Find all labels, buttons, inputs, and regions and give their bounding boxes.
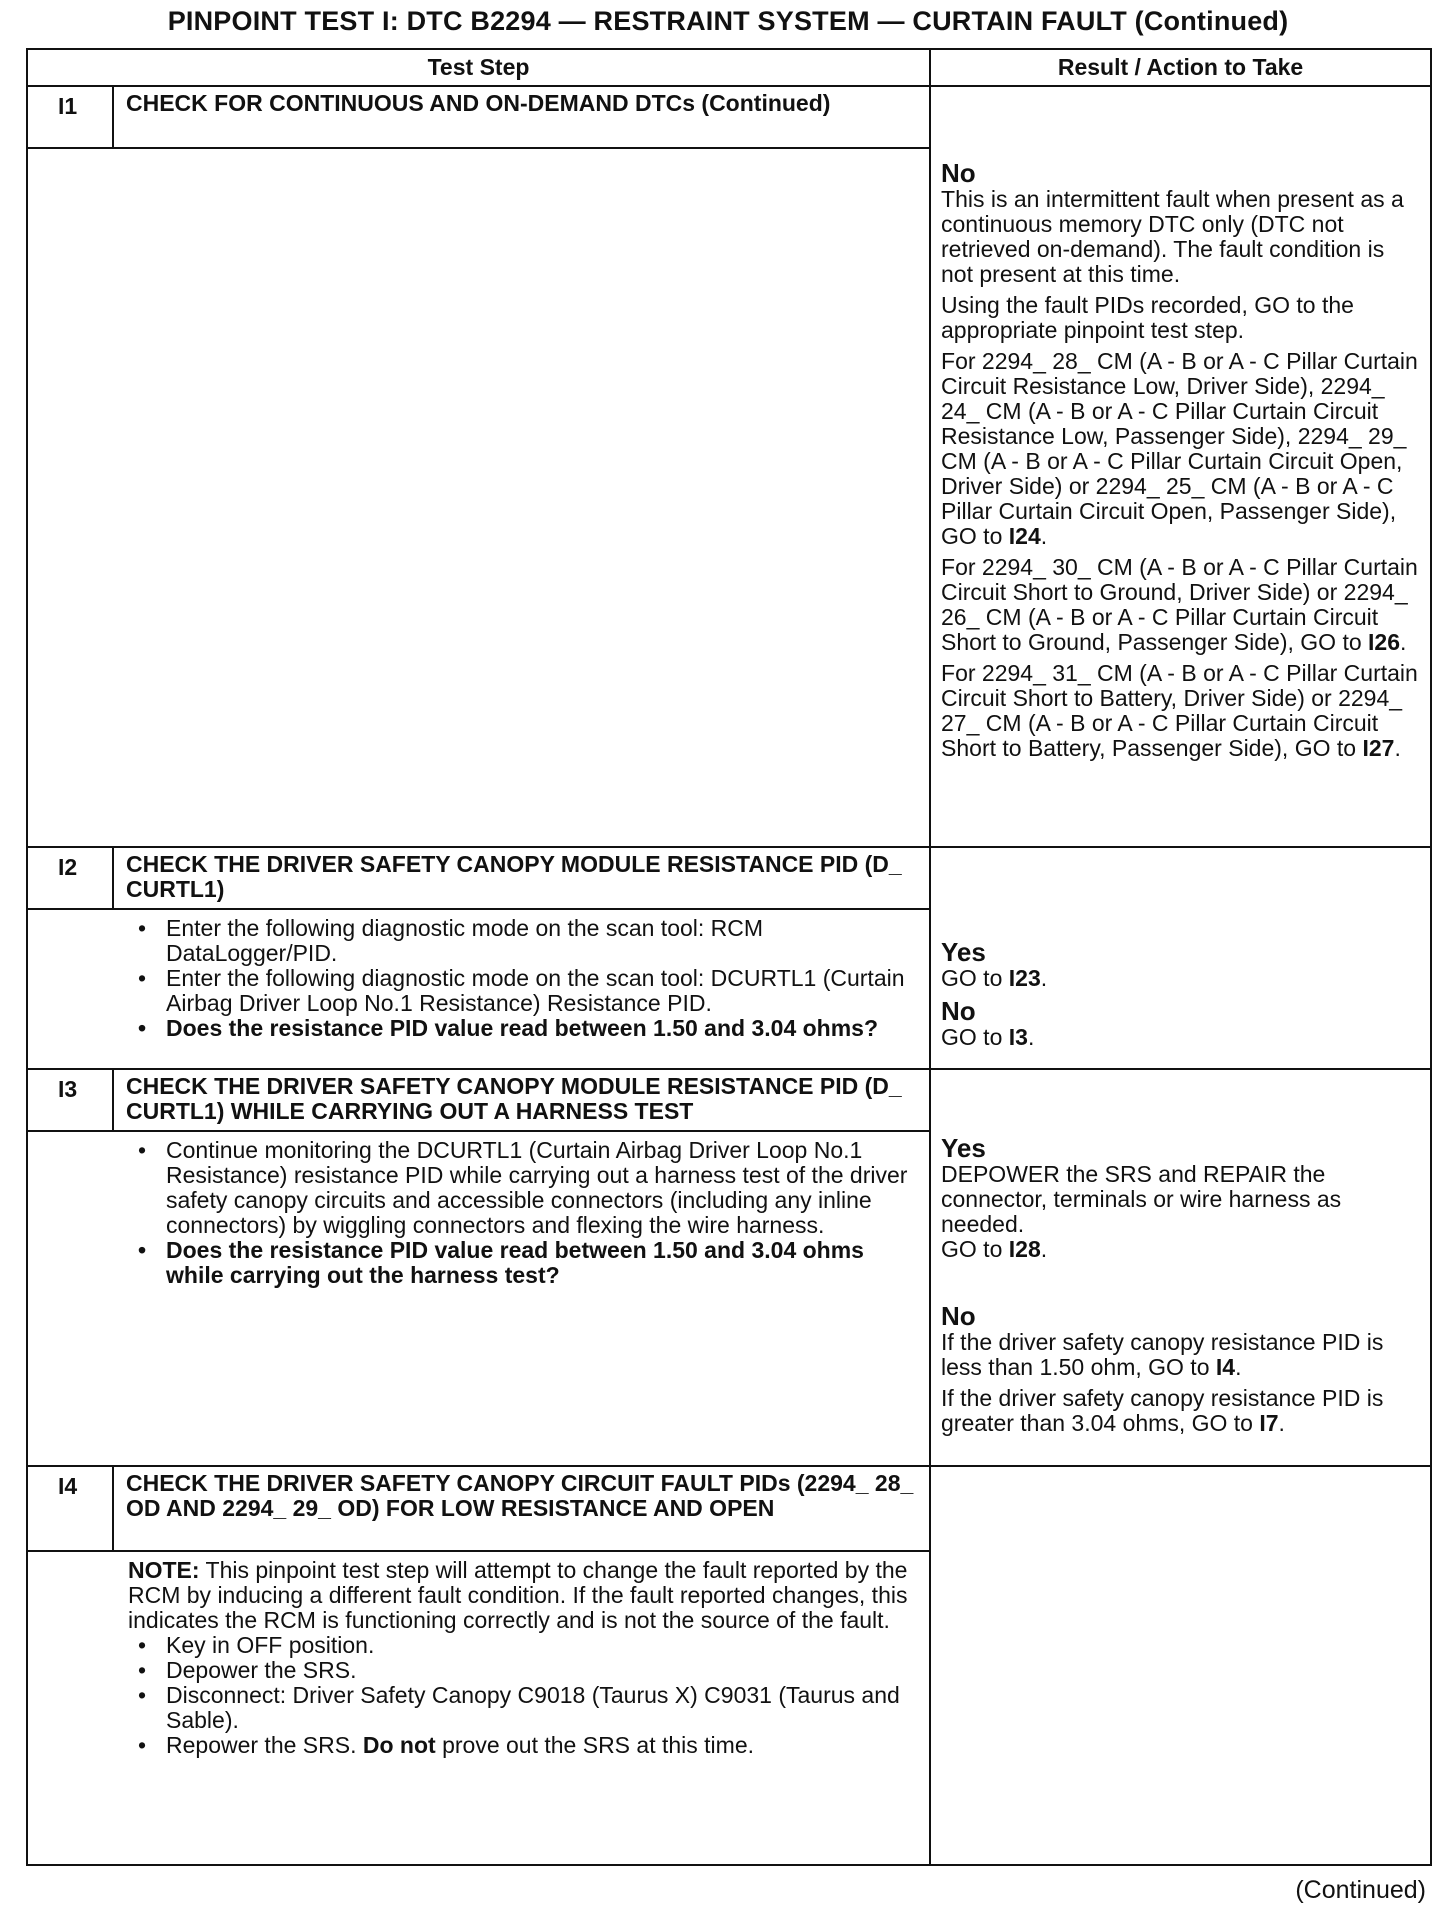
result-yes-label: Yes [941,1133,986,1163]
step-reference: I28 [1008,1236,1041,1262]
step-title-i2: CHECK THE DRIVER SAFETY CANOPY MODULE RESISTANCE PID (D_ CURTL1) [113,847,930,909]
note-label: NOTE: [128,1557,200,1583]
result-i3 [930,1069,1431,1466]
bullet-item: • Key in OFF position. [128,1633,917,1658]
step-body-i3 [27,1131,930,1466]
step-title-i1: CHECK FOR CONTINUOUS AND ON-DEMAND DTCs (Continued) [113,86,930,148]
result-text: This is an intermittent fault when present as a continuous memory DTC only (DTC not retrieved on-demand). The fault condition is not present at this time. [941,186,1404,287]
step-reference: I7 [1259,1410,1279,1436]
continued-footer: (Continued) [1295,1876,1426,1904]
bullet-question: • Does the resistance PID value read between 1.50 and 3.04 ohms while carrying out the harness test? [128,1238,917,1288]
result-text: GO to I3. [941,1024,1035,1050]
test-step-header: Test Step [27,49,930,86]
bullet-question: • Does the resistance PID value read between 1.50 and 3.04 ohms? [128,1016,917,1041]
result-no-label: No [941,996,976,1026]
bullet-item: • Depower the SRS. [128,1658,917,1683]
bullet-item: • Enter the following diagnostic mode on the scan tool: RCM DataLogger/PID. [128,916,917,966]
pinpoint-test-table [26,48,1432,1866]
step-id-i2: I2 [27,847,113,909]
page-title: PINPOINT TEST I: DTC B2294 — RESTRAINT SYSTEM — CURTAIN FAULT (Continued) [167,6,1289,36]
bullet-item: • Continue monitoring the DCURTL1 (Curtain Airbag Driver Loop No.1 Resistance) resistance PID while carrying out a harness test of the driver safety canopy circuits and accessible connectors (including any inline connectors) by wiggling connectors and flexing the wire harness. [128,1138,917,1238]
result-i1 [930,86,1431,847]
result-text: GO to I28. [941,1236,1048,1262]
step-body-i4 [27,1551,930,1865]
bullet-item: • Enter the following diagnostic mode on the scan tool: DCURTL1 (Curtain Airbag Driver Loop No.1 Resistance) Resistance PID. [128,966,917,1016]
result-no-label: No [941,1301,976,1331]
step-title-i4: CHECK THE DRIVER SAFETY CANOPY CIRCUIT FAULT PIDs (2294_ 28_ OD AND 2294_ 29_ OD) FOR LOW RESISTANCE AND OPEN [113,1466,930,1551]
result-text: DEPOWER the SRS and REPAIR the connector, terminals or wire harness as needed. [941,1161,1342,1237]
bullet-item: • Disconnect: Driver Safety Canopy C9018 (Taurus X) C9031 (Taurus and Sable). [128,1683,917,1733]
step-reference: I23 [1008,965,1041,991]
result-text: If the driver safety canopy resistance PID is greater than 3.04 ohms, GO to I7. [941,1385,1384,1436]
step-id-i3: I3 [27,1069,113,1131]
step-body-i2 [27,909,930,1069]
step-reference: I27 [1362,735,1395,761]
step-title-i3: CHECK THE DRIVER SAFETY CANOPY MODULE RESISTANCE PID (D_ CURTL1) WHILE CARRYING OUT A HARNESS TEST [113,1069,930,1131]
step-reference: I24 [1008,523,1041,549]
result-text: For 2294_ 30_ CM (A - B or A - C Pillar Curtain Circuit Short to Ground, Driver Side) or 2294_ 26_ CM (A - B or A - C Pillar Curtain Circuit Short to Ground, Passenger Side), GO to I26. [941,554,1418,655]
result-text: For 2294_ 31_ CM (A - B or A - C Pillar Curtain Circuit Short to Battery, Driver Side) or 2294_ 27_ CM (A - B or A - C Pillar Curtain Circuit Short to Battery, Passenger Side), GO to I27. [941,660,1418,761]
result-text: If the driver safety canopy resistance PID is less than 1.50 ohm, GO to I4. [941,1329,1384,1380]
step-body-i1 [27,148,930,847]
result-text: For 2294_ 28_ CM (A - B or A - C Pillar Curtain Circuit Resistance Low, Driver Side), 2294_ 24_ CM (A - B or A - C Pillar Curtain Circuit Resistance Low, Passenger Side), 2294_ 29_ CM (A - B or A - C Pillar Curtain Circuit Open, Driver Side) or 2294_ 25_ CM (A - B or A - C Pillar Curtain Circuit Open, Passenger Side), GO to I24. [941,348,1418,549]
note-paragraph: NOTE: This pinpoint test step will attempt to change the fault reported by the RCM by inducing a different fault condition. If the fault reported changes, this indicates the RCM is functioning correctly and is not the source of the fault. [128,1557,908,1633]
step-reference: I4 [1215,1354,1236,1380]
step-reference: I26 [1368,629,1400,655]
result-no-label: No [941,158,976,188]
result-yes-label: Yes [941,937,986,967]
result-text: GO to I23. [941,965,1048,991]
result-i4 [930,1466,1431,1865]
bullet-item: • Repower the SRS. Do not prove out the SRS at this time. [128,1733,917,1758]
result-header: Result / Action to Take [930,49,1431,86]
result-i2 [930,847,1431,1069]
step-id-i1: I1 [27,86,113,148]
step-reference: I3 [1008,1024,1028,1050]
step-id-i4: I4 [27,1466,113,1551]
result-text: Using the fault PIDs recorded, GO to the appropriate pinpoint test step. [941,292,1354,343]
